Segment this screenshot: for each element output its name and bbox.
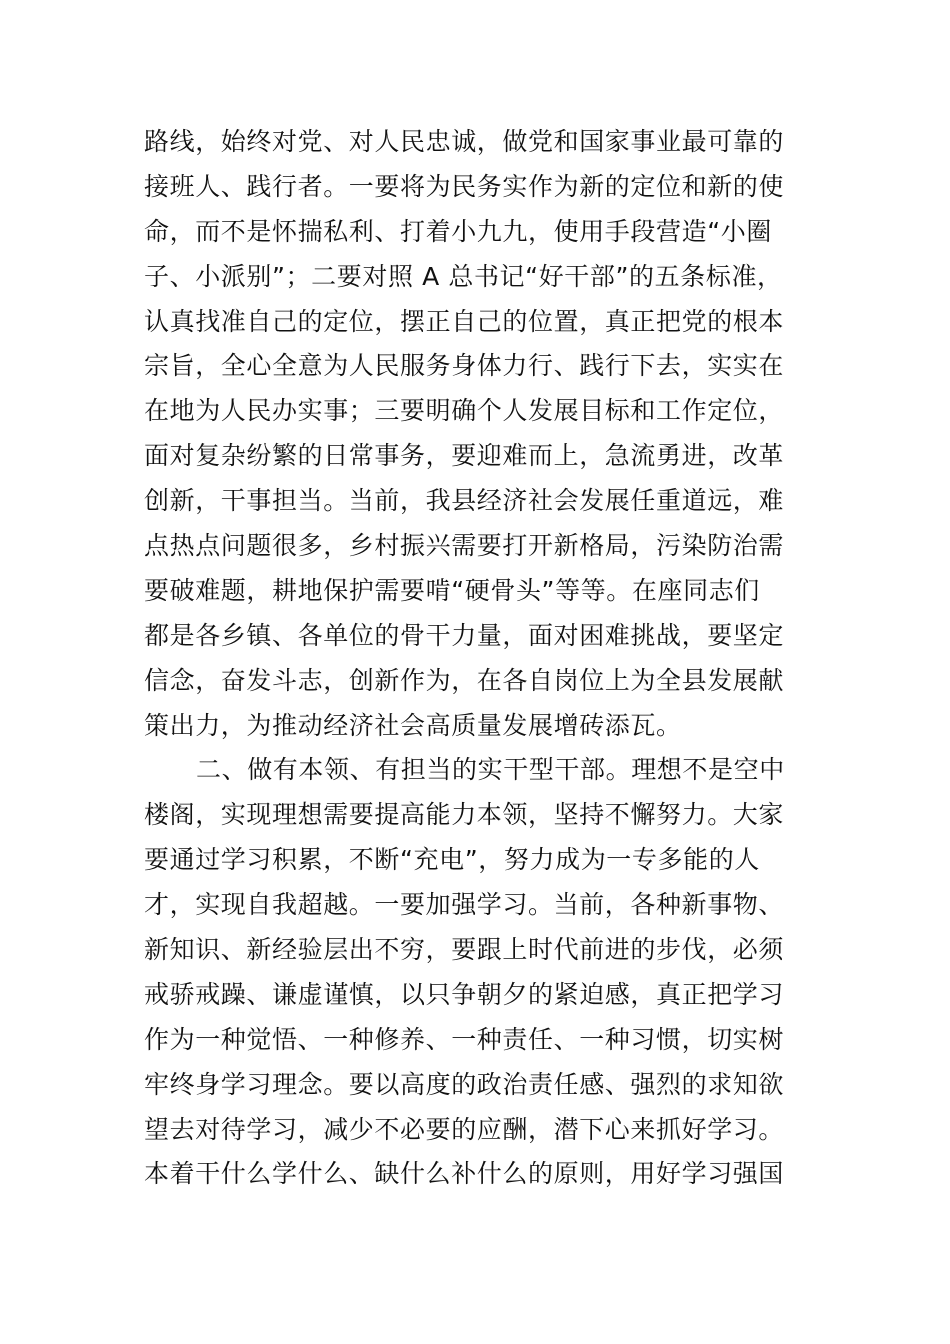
text-line: 创新，干事担当。当前，我县经济社会发展任重道远，难: [144, 486, 785, 516]
text-line: 路线，始终对党、对人民忠诚，做党和国家事业最可靠的: [144, 127, 785, 156]
text-line: 都是各乡镇、各单位的骨干力量，面对困难挑战，要坚定: [144, 620, 785, 650]
text-line: 牢终身学习理念。要以高度的政治责任感、强烈的求知欲: [144, 1069, 785, 1099]
text-line: 要破难题，耕地保护需要啃“硬骨头”等等。在座同志们: [144, 575, 760, 605]
text-line: 在地为人民办实事；三要明确个人发展目标和工作定位，: [144, 396, 785, 426]
text-line: 本着干什么学什么、缺什么补什么的原则，用好学习强国: [144, 1159, 785, 1189]
text-line: 策出力，为推动经济社会高质量发展增砖添瓦。: [144, 710, 682, 740]
text-line: 新知识、新经验层出不穷，要跟上时代前进的步伐，必须: [144, 935, 785, 965]
text-line: 望去对待学习，减少不必要的应酬，潜下心来抓好学习。: [144, 1114, 785, 1144]
text-line: 楼阁，实现理想需要提高能力本领，坚持不懈努力。大家: [144, 800, 785, 830]
section-heading-line: 二、做有本领、有担当的实干型干部。理想不是空中: [196, 755, 785, 785]
text-line: 作为一种觉悟、一种修养、一种责任、一种习惯，切实树: [144, 1024, 785, 1054]
text-line: 戒骄戒躁、谦虚谨慎，以只争朝夕的紧迫感，真正把学习: [144, 979, 785, 1009]
text-line: 信念，奋发斗志，创新作为，在各自岗位上为全县发展献: [144, 665, 785, 695]
text-line: 子、小派别”；二要对照 A 总书记“好干部”的五条标准，: [144, 261, 783, 291]
text-line: 面对复杂纷繁的日常事务，要迎难而上，急流勇进，改革: [144, 441, 785, 471]
text-line: 点热点问题很多，乡村振兴需要打开新格局，污染防治需: [144, 531, 785, 561]
text-line: 才，实现自我超越。一要加强学习。当前，各种新事物、: [144, 890, 785, 920]
text-line: 接班人、践行者。一要将为民务实作为新的定位和新的使: [144, 171, 785, 201]
document-body: [144, 120, 824, 1197]
text-line: 宗旨，全心全意为人民服务身体力行、践行下去，实实在: [144, 351, 785, 381]
text-line: 命，而不是怀揣私利、打着小九九，使用手段营造“小圈: [144, 216, 772, 246]
text-line: 要通过学习积累，不断“充电”，努力成为一专多能的人: [144, 845, 760, 875]
text-line: 认真找准自己的定位，摆正自己的位置，真正把党的根本: [144, 306, 785, 336]
